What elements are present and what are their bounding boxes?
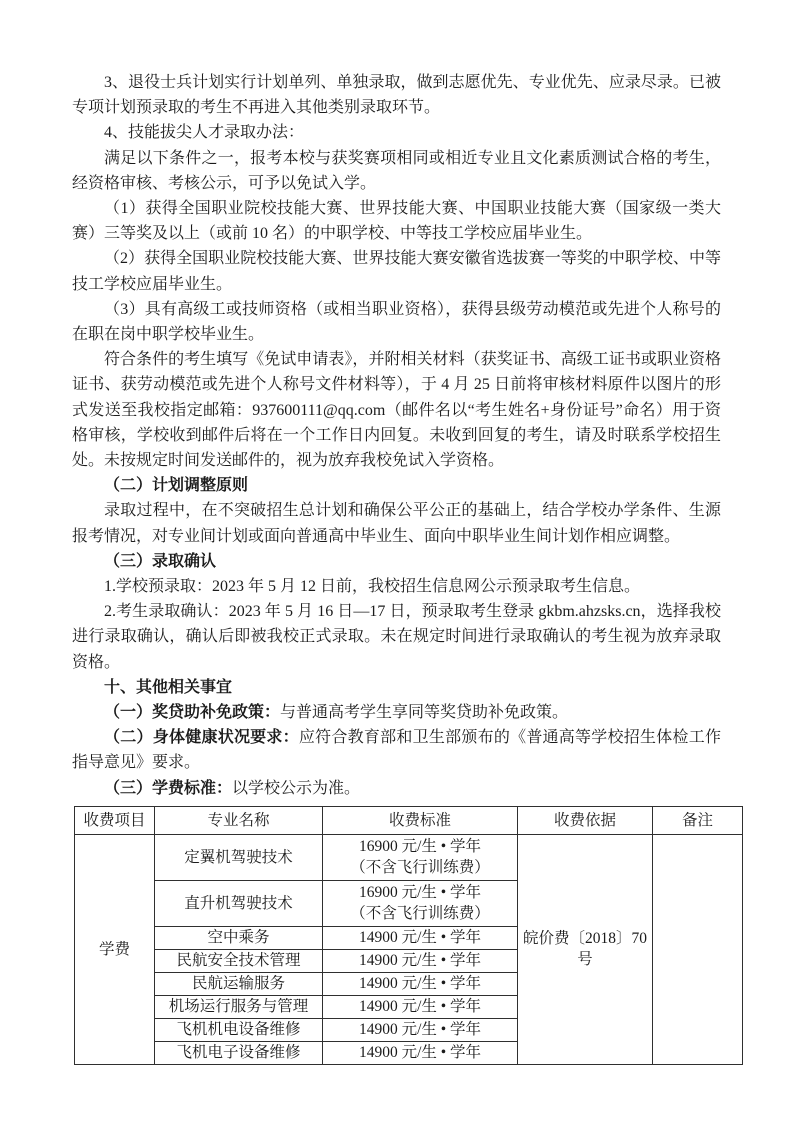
paragraph-health-requirement xyxy=(72,725,721,775)
paragraph-condition-1: （1）获得全国职业院校技能大赛、世界技能大赛、中国职业技能大赛（国家级一类大赛）三等奖及以上（或前 10 名）的中职学校、中等技工学校应届毕业生。 xyxy=(72,200,721,243)
fee-table-header-row xyxy=(75,806,743,834)
cell-fee-item: 学费 xyxy=(75,834,155,1064)
header-fee-item: 收费项目 xyxy=(75,806,155,834)
paragraph-talent-conditions: 满足以下条件之一，报考本校与获奖赛项相同或相近专业且文化素质测试合格的考生，经资格审核、考核公示，可予以免试入学。 xyxy=(72,149,721,192)
cell-fee: 14900 元/生 • 学年 xyxy=(323,1018,518,1041)
section-heading-other-matters: 十、其他相关事宜 xyxy=(104,678,233,696)
section-heading-plan-adjustment: （二）计划调整原则 xyxy=(104,477,249,495)
cell-fee-basis: 皖价费〔2018〕70 号 xyxy=(518,834,653,1064)
table-row xyxy=(75,834,743,880)
health-requirement-label: （二）身体健康状况要求： xyxy=(104,729,299,747)
cell-major: 机场运行服务与管理 xyxy=(155,995,323,1018)
cell-major: 定翼机驾驶技术 xyxy=(155,834,323,880)
tuition-standard-text: 以学校公示为准。 xyxy=(232,779,361,797)
fee-amount: 16900 元/生 • 学年 xyxy=(358,838,482,856)
section-heading-admission-confirm: （三）录取确认 xyxy=(104,552,217,570)
paragraph-plan-adjustment: 录取过程中，在不突破招生总计划和确保公平公正的基础上，结合学校办学条件、生源报考情况，对专业间计划或面向普通高中毕业生、面向中职毕业生间计划作相应调整。 xyxy=(72,502,721,545)
fee-table xyxy=(74,806,743,1065)
paragraph-talent-heading: 4、技能拔尖人才录取办法： xyxy=(104,124,305,142)
document-body xyxy=(72,70,721,801)
fee-note: （不含飞行训练费） xyxy=(350,905,490,923)
paragraph-condition-2: （2）获得全国职业院校技能大赛、世界技能大赛安徽省选拔赛一等奖的中职学校、中等技工学校应届毕业生。 xyxy=(72,250,721,293)
cell-fee xyxy=(323,880,518,926)
paragraph-candidate-confirm: 2.考生录取确认：2023 年 5 月 16 日—17 日，预录取考生登录 gkbm.ahzsks.cn，选择我校进行录取确认，确认后即被我校正式录取。未在规定时间进行录取确认的考生视为放弃录取资格。 xyxy=(72,603,721,671)
fee-note: （不含飞行训练费） xyxy=(350,859,490,877)
cell-fee: 14900 元/生 • 学年 xyxy=(323,949,518,972)
cell-fee xyxy=(323,834,518,880)
header-fee-standard: 收费标准 xyxy=(323,806,518,834)
cell-remark xyxy=(653,834,743,1064)
paragraph-veteran-plan: 3、退役士兵计划实行计划单列、单独录取，做到志愿优先、专业优先、应录尽录。已被专项计划预录取的考生不再进入其他类别录取环节。 xyxy=(72,74,721,117)
paragraph-scholarship-policy xyxy=(72,700,721,725)
header-fee-basis: 收费依据 xyxy=(518,806,653,834)
cell-fee: 14900 元/生 • 学年 xyxy=(323,995,518,1018)
cell-fee: 14900 元/生 • 学年 xyxy=(323,972,518,995)
cell-fee: 14900 元/生 • 学年 xyxy=(323,926,518,949)
paragraph-exemption-application: 符合条件的考生填写《免试申请表》，并附相关材料（获奖证书、高级工证书或职业资格证书、获劳动模范或先进个人称号文件材料等），于 4 月 25 日前将审核材料原件以图片的形式发送至我校指定邮箱：937600111@qq.com（邮件名以“考生姓名+身份证号”命名）用于资格审核，学校收到邮件后将在一个工作日内回复。未收到回复的考生，请及时联系学校招生处。未按规定时间发送邮件的，视为放弃我校免试入学资格。 xyxy=(72,351,721,470)
cell-major: 空中乘务 xyxy=(155,926,323,949)
cell-major: 飞机电子设备维修 xyxy=(155,1041,323,1064)
cell-major: 直升机驾驶技术 xyxy=(155,880,323,926)
paragraph-pre-admission: 1.学校预录取：2023 年 5 月 12 日前，我校招生信息网公示预录取考生信息。 xyxy=(104,578,641,596)
scholarship-policy-text: 与普通高考学生享同等奖贷助补免政策。 xyxy=(280,704,569,722)
fee-amount: 16900 元/生 • 学年 xyxy=(358,884,482,902)
tuition-standard-label: （三）学费标准： xyxy=(104,779,233,797)
scholarship-policy-label: （一）奖贷助补免政策： xyxy=(104,704,281,722)
header-major-name: 专业名称 xyxy=(155,806,323,834)
cell-major: 民航运输服务 xyxy=(155,972,323,995)
cell-major: 飞机机电设备维修 xyxy=(155,1018,323,1041)
health-requirement-text: 应符合教育部和卫生部颁布的《普通高等学校招生体检工作指导意见》要求。 xyxy=(72,729,721,772)
paragraph-condition-3: （3）具有高级工或技师资格（或相当职业资格），获得县级劳动模范或先进个人称号的在职在岗中职学校毕业生。 xyxy=(72,300,721,344)
cell-fee: 14900 元/生 • 学年 xyxy=(323,1041,518,1064)
paragraph-tuition-standard xyxy=(72,776,721,801)
cell-major: 民航安全技术管理 xyxy=(155,949,323,972)
header-remark: 备注 xyxy=(653,806,743,834)
